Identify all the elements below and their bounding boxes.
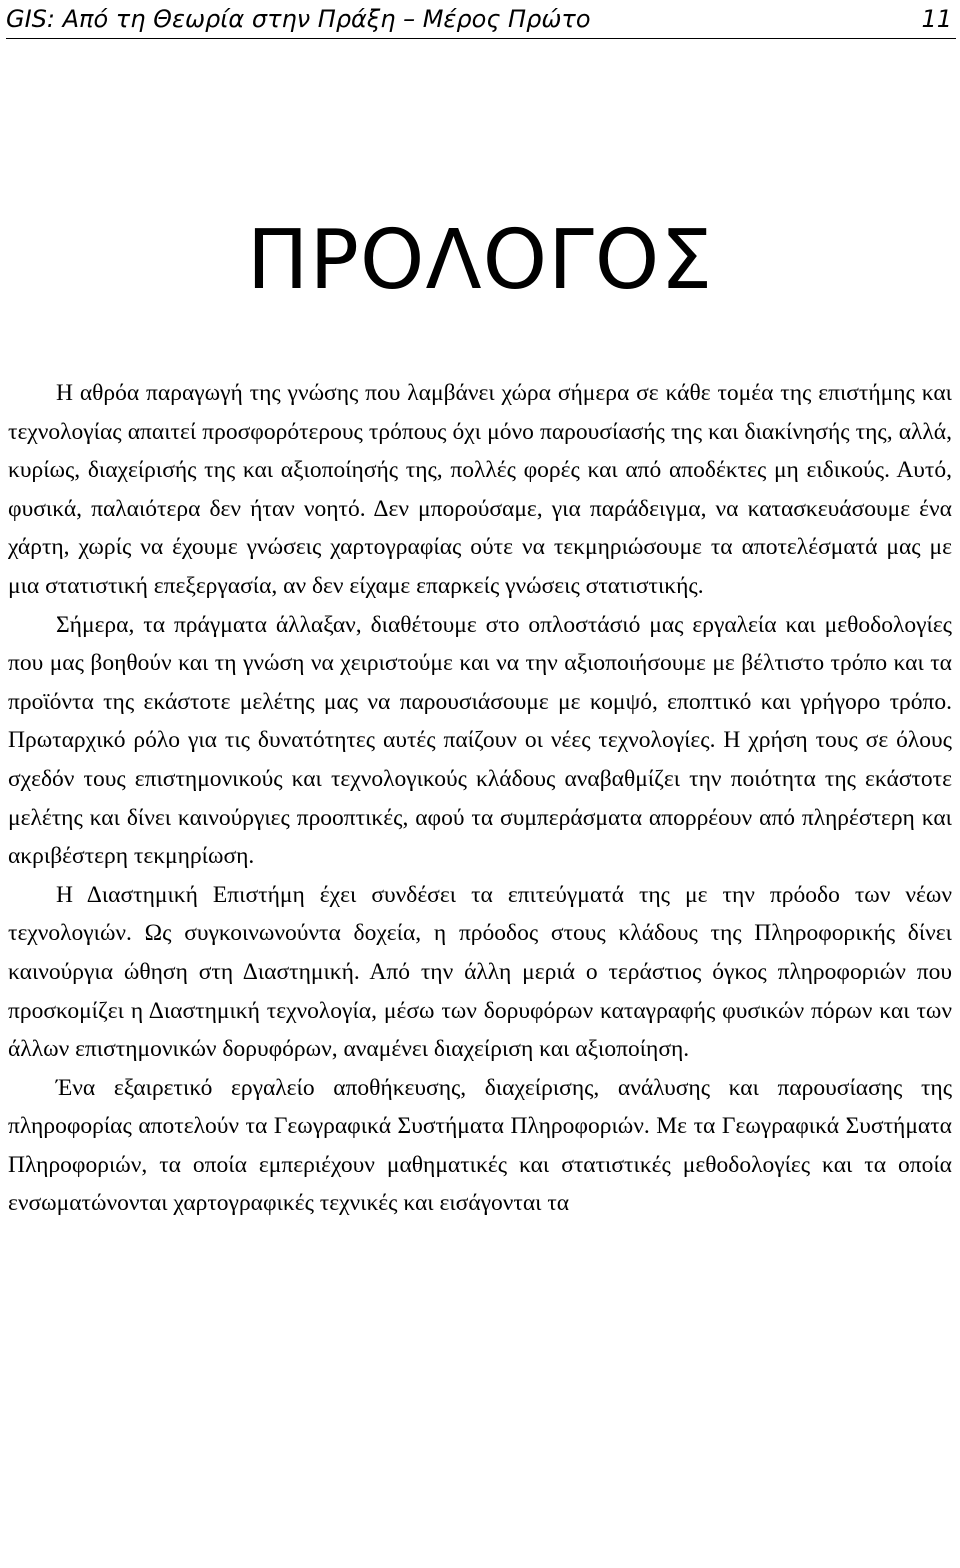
running-header-title: GIS: Από τη Θεωρία στην Πράξη – Μέρος Πρώτο [6, 5, 591, 33]
chapter-title: ΠΡΟΛΟΓΟΣ [246, 213, 714, 308]
paragraph-1: Η αθρόα παραγωγή της γνώσης που λαμβάνει χώρα σήμερα σε κάθε τομέα της επιστήμης και τεχνολογίας απαιτεί προσφορότερους τρόπους όχι μόνο παρουσίασής της και διακίνησής της, αλλά, κυρίως, διαχείρισής της και αξιοποίησής της, πολλές φορές και από αποδέκτες μη ειδικούς. Αυτό, φυσικά, παλαιότερα δεν ήταν νοητό. Δεν μπορούσαμε, για παράδειγμα, να κατασκευάσουμε ένα χάρτη, χωρίς να έχουμε γνώσεις χαρτογραφίας ούτε να τεκμηριώσουμε τα αποτελέσματά μας με μια στατιστική επεξεργασία, αν δεν είχαμε επαρκείς γνώσεις στατιστικής. [8, 380, 952, 599]
page-number: 11 [921, 5, 952, 33]
body-text [8, 374, 952, 1223]
running-header [6, 0, 956, 39]
paragraph-3: Η Διαστημική Επιστήμη έχει συνδέσει τα επιτεύγματά της με την πρόοδο των νέων τεχνολογιών. Ως συγκοινωνούντα δοχεία, η πρόοδος στους κλάδους της Πληροφορικής δίνει καινούργια ώθηση στη Διαστημική. Από την άλλη μεριά ο τεράστιος όγκος πληροφοριών που προσκομίζει η Διαστημική τεχνολογία, μέσω των δορυφόρων καταγραφής φυσικών πόρων και των άλλων επιστημονικών δορυφόρων, αναμένει διαχείριση και αξιοποίηση. [8, 881, 952, 1063]
paragraph-2: Σήμερα, τα πράγματα άλλαξαν, διαθέτουμε στο οπλοστάσιό μας εργαλεία και μεθοδολογίες που μας βοηθούν και τη γνώση να χειριστούμε και να την αξιοποιήσουμε με βέλτιστο τρόπο και τα προϊόντα της εκάστοτε μελέτης μας να παρουσιάσουμε με κομψό, εποπτικό και γρήγορο τρόπο. Πρωταρχικό ρόλο για τις δυνατότητες αυτές παίζουν οι νέες τεχνολογίες. Η χρήση τους σε όλους σχεδόν τους επιστημονικούς και τεχνολογικούς κλάδους αναβαθμίζει την ποιότητα της εκάστοτε μελέτης και δίνει καινούργιες προοπτικές, αφού τα συμπεράσματα απορρέουν από πληρέστερη και ακριβέστερη τεκμηρίωση. [8, 611, 952, 870]
paragraph-4: Ένα εξαιρετικό εργαλείο αποθήκευσης, διαχείρισης, ανάλυσης και παρουσίασης της πληροφορίας αποτελούν τα Γεωγραφικά Συστήματα Πληροφοριών. Με τα Γεωγραφικά Συστήματα Πληροφοριών, τα οποία εμπεριέχουν μαθηματικές και στατιστικές μεθοδολογίες και τα οποία ενσωματώνονται χαρτογραφικές τεχνικές και εισάγονται τα [8, 1074, 952, 1217]
